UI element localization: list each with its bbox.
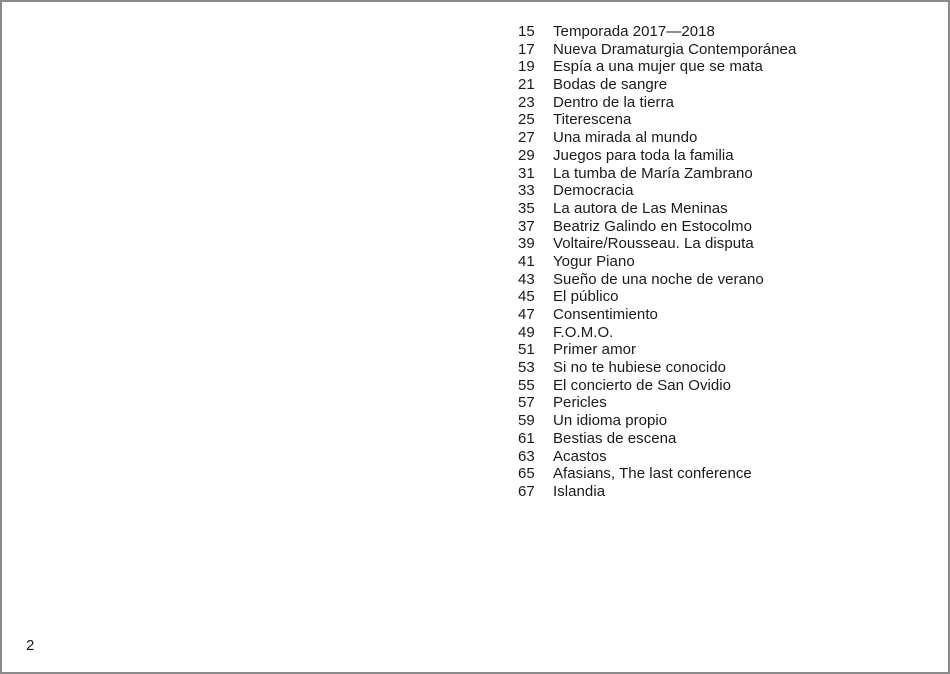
toc-title: Yogur Piano xyxy=(553,252,635,270)
toc-page-number: 63 xyxy=(518,447,535,465)
toc-entry xyxy=(518,94,796,112)
toc-entry xyxy=(518,430,796,448)
toc-entry xyxy=(518,465,796,483)
toc-page-number: 45 xyxy=(518,288,535,306)
toc-title: Acastos xyxy=(553,447,607,465)
toc-title: Democracia xyxy=(553,182,634,200)
toc-page-number: 19 xyxy=(518,58,535,76)
toc-entry xyxy=(518,271,796,289)
toc-page-number: 35 xyxy=(518,199,535,217)
toc-entry xyxy=(518,23,796,41)
toc-page-number: 17 xyxy=(518,40,535,58)
toc-entry xyxy=(518,76,796,94)
toc-entry xyxy=(518,182,796,200)
toc-title: Juegos para toda la familia xyxy=(553,146,734,164)
toc-title: Primer amor xyxy=(553,341,637,359)
toc-title: F.O.M.O. xyxy=(553,323,614,341)
toc-title: Si no te hubiese conocido xyxy=(553,359,727,377)
toc-title: La tumba de María Zambrano xyxy=(553,164,753,182)
toc-page-number: 21 xyxy=(518,76,535,94)
toc-entry xyxy=(518,483,796,501)
toc-entry xyxy=(518,111,796,129)
toc-page-number: 57 xyxy=(518,394,535,412)
toc-entry xyxy=(518,147,796,165)
toc-entry xyxy=(518,235,796,253)
page-number: 2 xyxy=(26,637,35,654)
toc-page-number: 59 xyxy=(518,412,535,430)
toc-entry xyxy=(518,359,796,377)
toc-page-number: 53 xyxy=(518,359,535,377)
toc-title: La autora de Las Meninas xyxy=(553,199,728,217)
toc-page-number: 51 xyxy=(518,341,535,359)
toc-page-number: 47 xyxy=(518,306,535,323)
toc-page-number: 49 xyxy=(518,323,535,341)
toc-entry xyxy=(518,306,796,324)
toc-title: Pericles xyxy=(553,394,607,412)
toc-entry xyxy=(518,218,796,236)
toc-page-number: 41 xyxy=(518,252,535,270)
toc-entry xyxy=(518,377,796,395)
toc-title: Bestias de escena xyxy=(553,429,677,447)
toc-entry xyxy=(518,165,796,183)
toc-title: Dentro de la tierra xyxy=(553,93,675,111)
toc-page-number: 55 xyxy=(518,376,535,394)
toc-entry xyxy=(518,448,796,466)
toc-page-number: 43 xyxy=(518,270,535,288)
toc-entry xyxy=(518,41,796,59)
toc-title: Temporada 2017—2018 xyxy=(553,23,715,40)
toc-title: Bodas de sangre xyxy=(553,76,668,94)
toc-title: Nueva Dramaturgia Contemporánea xyxy=(553,40,797,58)
toc-title: El público xyxy=(553,288,619,306)
toc-title: Voltaire/Rousseau. La disputa xyxy=(553,235,754,253)
toc-title: Beatriz Galindo en Estocolmo xyxy=(553,217,752,235)
toc-title: Consentimiento xyxy=(553,306,658,323)
toc-page-number: 37 xyxy=(518,217,535,235)
toc-title: Islandia xyxy=(553,482,606,500)
toc-entry xyxy=(518,324,796,342)
toc-page-number: 31 xyxy=(518,164,535,182)
toc-page-number: 29 xyxy=(518,146,535,164)
toc-page-number: 15 xyxy=(518,23,535,40)
toc-page-number: 25 xyxy=(518,111,535,129)
toc-page-number: 27 xyxy=(518,129,535,147)
toc-title: El concierto de San Ovidio xyxy=(553,376,732,394)
toc-entry xyxy=(518,288,796,306)
toc-entry xyxy=(518,412,796,430)
toc-page-number: 65 xyxy=(518,465,535,483)
toc-page-number: 39 xyxy=(518,235,535,253)
toc-title: Un idioma propio xyxy=(553,412,668,430)
toc-entry xyxy=(518,394,796,412)
toc-entry xyxy=(518,253,796,271)
toc-entry xyxy=(518,200,796,218)
toc-title: Afasians, The last conference xyxy=(553,465,752,483)
toc-title: Una mirada al mundo xyxy=(553,129,698,147)
toc-page-number: 33 xyxy=(518,182,535,200)
toc-page-number: 61 xyxy=(518,429,535,447)
toc-entry xyxy=(518,58,796,76)
toc-title: Titerescena xyxy=(553,111,632,129)
toc-title: Sueño de una noche de verano xyxy=(553,270,764,288)
toc-title: Espía a una mujer que se mata xyxy=(553,58,763,76)
toc-entry xyxy=(518,129,796,147)
table-of-contents xyxy=(518,23,796,501)
toc-entry xyxy=(518,341,796,359)
toc-page-number: 67 xyxy=(518,482,535,500)
toc-page-number: 23 xyxy=(518,93,535,111)
